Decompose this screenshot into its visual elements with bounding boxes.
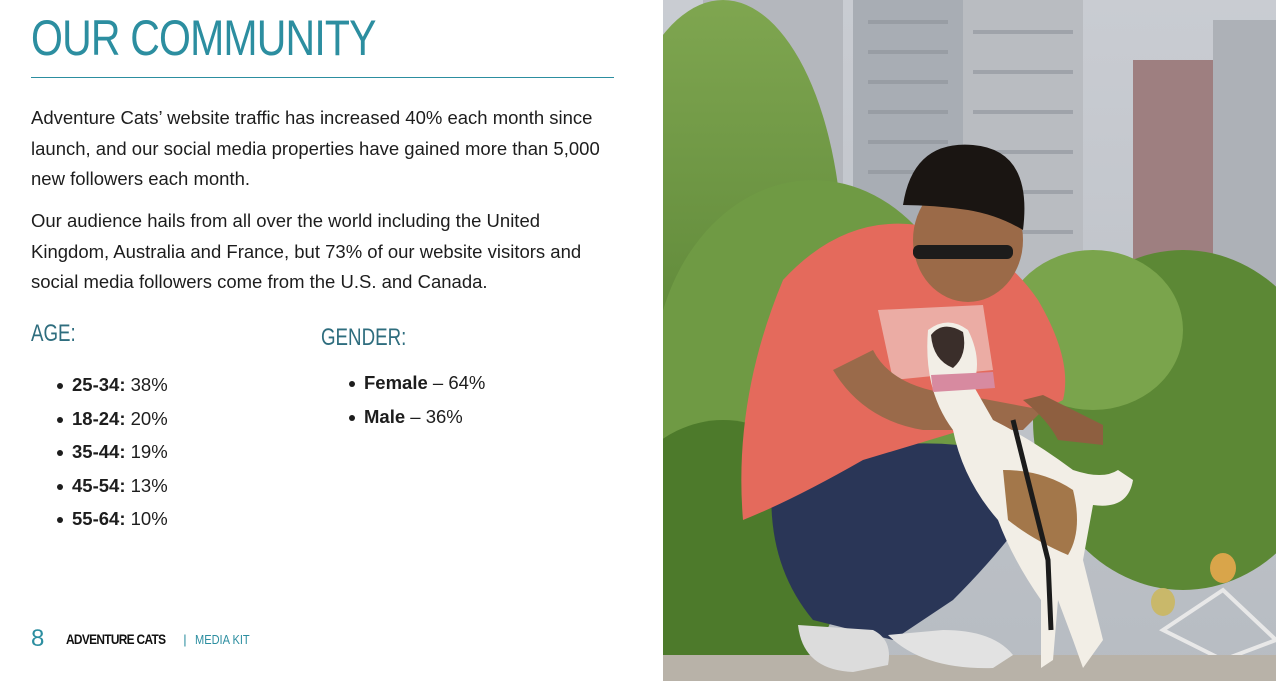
gender-label: Male — [364, 405, 406, 427]
gender-percent: – 36% — [410, 405, 463, 427]
age-percent: 20% — [130, 407, 168, 429]
page-number: 8 — [31, 625, 45, 652]
gender-heading: GENDER: — [321, 324, 407, 351]
footer-separator: | — [183, 631, 187, 647]
age-range-label: 25-34: — [72, 374, 126, 395]
gender-list — [346, 366, 485, 433]
age-heading: AGE: — [31, 320, 76, 347]
photo-illustration — [663, 0, 1276, 681]
list-item — [54, 502, 168, 536]
age-percent: 10% — [130, 508, 168, 529]
age-range-label: 18-24: — [72, 407, 126, 429]
brand-name: ADVENTURE CATS — [66, 631, 166, 647]
age-list — [54, 368, 168, 536]
list-item — [54, 368, 168, 402]
list-item — [54, 402, 168, 436]
intro-paragraph-audience: Our audience hails from all over the world including the United Kingdom, Australia and France, but 73% of our website visitors and social media followers come from the U.S. and Canada. — [31, 210, 582, 292]
gender-percent: – 64% — [432, 372, 486, 393]
list-item — [346, 400, 485, 434]
age-percent: 19% — [130, 441, 168, 462]
age-range-label: 55-64: — [72, 508, 126, 529]
age-percent: 13% — [130, 474, 168, 496]
list-item — [54, 435, 168, 469]
age-percent: 38% — [130, 374, 168, 395]
age-range-label: 35-44: — [72, 441, 126, 462]
title-divider — [31, 77, 614, 78]
intro-paragraph-traffic: Adventure Cats’ website traffic has increased 40% each month since launch, and our social media properties have gained more than 5,000 new followers each month. — [31, 107, 600, 189]
man-with-cat-photo — [663, 0, 1276, 681]
list-item — [346, 366, 485, 400]
age-range-label: 45-54: — [72, 474, 126, 496]
list-item — [54, 469, 168, 503]
page-footer — [31, 624, 259, 654]
section-name: MEDIA KIT — [194, 631, 250, 647]
gender-label: Female — [364, 372, 428, 393]
page-title: OUR COMMUNITY — [31, 10, 376, 66]
